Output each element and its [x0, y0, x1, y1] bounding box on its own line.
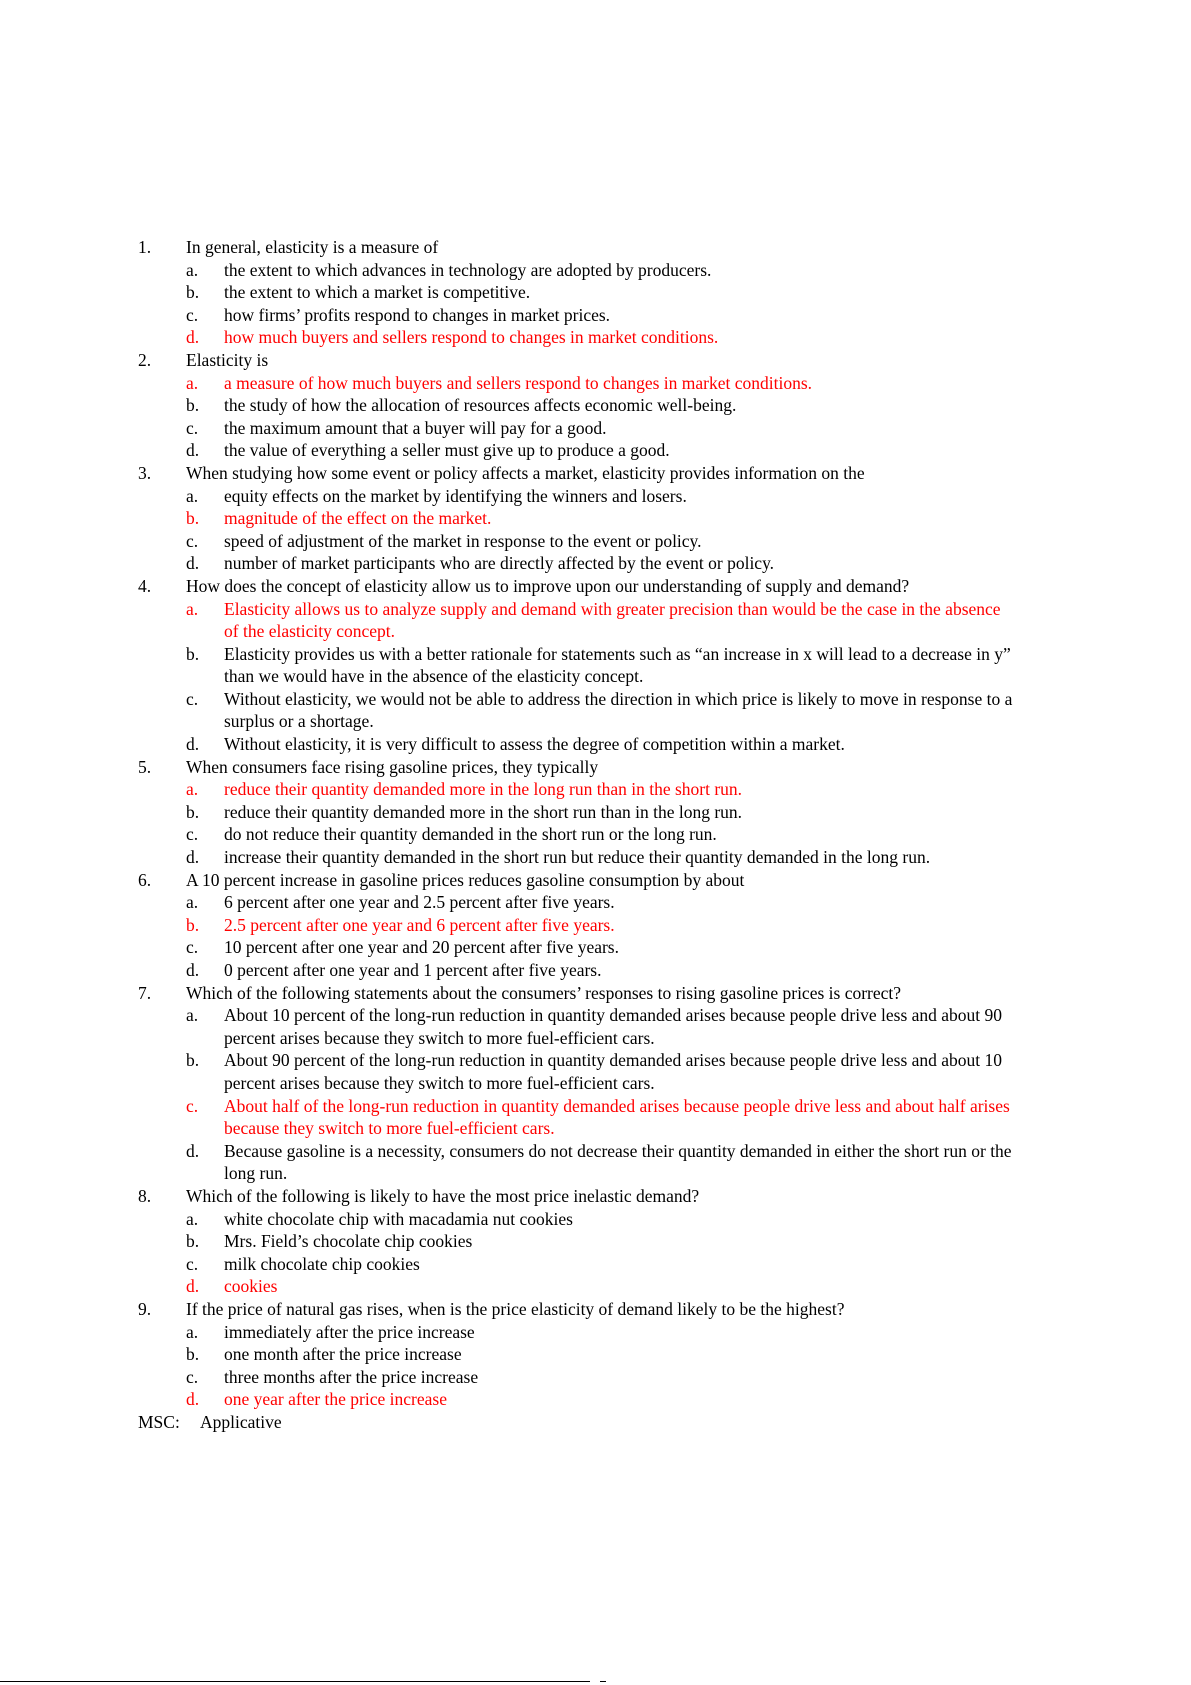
option-text: the maximum amount that a buyer will pay for a good.: [224, 417, 607, 438]
option-letter: c.: [186, 530, 199, 551]
correct-answer-option: [186, 914, 1018, 937]
question-list: [138, 236, 1018, 1433]
correct-answer-option: [186, 598, 1018, 643]
question-4: [138, 575, 1018, 756]
answer-option: [186, 552, 1018, 575]
question-6: [138, 869, 1018, 982]
footer-rule: [0, 1681, 590, 1682]
option-text: how firms’ profits respond to changes in market prices.: [224, 304, 611, 325]
option-letter: d.: [186, 847, 200, 868]
question-stem: [138, 982, 1018, 1005]
option-letter: c.: [186, 824, 199, 845]
option-text: 2.5 percent after one year and 6 percent after five years.: [224, 914, 615, 935]
answer-option: [186, 1343, 1018, 1366]
option-text: reduce their quantity demanded more in the long run than in the short run.: [224, 779, 743, 800]
answer-option: [186, 1049, 1018, 1094]
option-letter: d.: [186, 1389, 200, 1410]
correct-answer-option: [186, 326, 1018, 349]
option-text: About 90 percent of the long-run reduction in quantity demanded arises because people drive less and about 10 percent arises because they switch to more fuel-efficient cars.: [224, 1050, 1003, 1093]
correct-answer-option: [186, 1275, 1018, 1298]
option-text: Elasticity allows us to analyze supply and demand with greater precision than would be the case in the absence of the elasticity concept.: [224, 598, 1001, 642]
option-letter: b.: [186, 914, 200, 935]
option-text: one month after the price increase: [224, 1344, 462, 1365]
option-letter: b.: [186, 508, 200, 529]
option-text: the study of how the allocation of resources affects economic well-being.: [224, 395, 737, 416]
option-text: 10 percent after one year and 20 percent after five years.: [224, 937, 619, 958]
question-number: 7.: [138, 982, 152, 1003]
question-stem: [138, 575, 1018, 598]
question-text: When consumers face rising gasoline prices, they typically: [186, 756, 599, 777]
question-9: [138, 1298, 1018, 1411]
correct-answer-option: [186, 372, 1018, 395]
option-text: three months after the price increase: [224, 1366, 479, 1387]
answer-option: [186, 1230, 1018, 1253]
question-stem: [138, 236, 1018, 259]
option-letter: b.: [186, 282, 200, 303]
option-letter: b.: [186, 801, 200, 822]
question-number: 8.: [138, 1185, 152, 1206]
answer-option: [186, 259, 1018, 282]
option-letter: b.: [186, 395, 200, 416]
msc-value: Applicative: [200, 1411, 282, 1432]
answer-option: [186, 936, 1018, 959]
option-text: Without elasticity, we would not be able to address the direction in which price is likely to move in response to a surplus or a shortage.: [224, 688, 1013, 732]
option-text: cookies: [224, 1276, 278, 1297]
answer-options: [138, 372, 1018, 462]
answer-options: [138, 891, 1018, 981]
answer-option: [186, 846, 1018, 869]
option-letter: b.: [186, 1231, 200, 1252]
answer-options: [138, 485, 1018, 575]
correct-answer-option: [186, 778, 1018, 801]
option-letter: a.: [186, 1321, 199, 1342]
option-letter: c.: [186, 1366, 199, 1387]
answer-option: [186, 801, 1018, 824]
msc-line: [138, 1411, 1018, 1434]
answer-options: [138, 1321, 1018, 1411]
option-letter: d.: [186, 960, 200, 980]
option-text: the value of everything a seller must give up to produce a good.: [224, 440, 670, 461]
option-text: number of market participants who are directly affected by the event or policy.: [224, 553, 775, 574]
answer-option: [186, 281, 1018, 304]
answer-option: [186, 394, 1018, 417]
question-text: Which of the following statements about the consumers’ responses to rising gasoline prices is correct?: [186, 982, 902, 1003]
question-stem: [138, 349, 1018, 372]
option-letter: d.: [186, 1140, 200, 1161]
option-text: milk chocolate chip cookies: [224, 1253, 420, 1274]
question-number: 5.: [138, 756, 152, 777]
answer-option: [186, 417, 1018, 440]
question-text: Elasticity is: [186, 349, 269, 370]
option-letter: a.: [186, 259, 199, 280]
option-text: About 10 percent of the long-run reduction in quantity demanded arises because people drive less and about 90 percent arises because they switch to more fuel-efficient cars.: [224, 1005, 1003, 1048]
question-number: 4.: [138, 575, 152, 596]
option-letter: a.: [186, 372, 199, 393]
option-text: 6 percent after one year and 2.5 percent after five years.: [224, 892, 615, 913]
answer-option: [186, 1208, 1018, 1231]
option-letter: d.: [186, 327, 200, 348]
answer-option: [186, 1366, 1018, 1389]
answer-option: [186, 1004, 1018, 1049]
option-letter: b.: [186, 643, 200, 664]
option-text: speed of adjustment of the market in response to the event or policy.: [224, 530, 702, 551]
option-text: 0 percent after one year and 1 percent after five years.: [224, 960, 602, 980]
option-letter: c.: [186, 688, 199, 709]
option-text: the extent to which a market is competitive.: [224, 282, 531, 303]
answer-options: [138, 778, 1018, 868]
option-letter: d.: [186, 553, 200, 574]
question-number: 3.: [138, 462, 152, 483]
option-letter: d.: [186, 440, 200, 461]
option-text: how much buyers and sellers respond to changes in market conditions.: [224, 327, 719, 348]
answer-option: [186, 530, 1018, 553]
question-text: Which of the following is likely to have the most price inelastic demand?: [186, 1185, 700, 1206]
question-2: [138, 349, 1018, 462]
answer-option: [186, 485, 1018, 508]
option-text: a measure of how much buyers and sellers respond to changes in market conditions.: [224, 372, 813, 393]
correct-answer-option: [186, 1095, 1018, 1140]
correct-answer-option: [186, 1388, 1018, 1411]
option-text: Without elasticity, it is very difficult to assess the degree of competition within a market.: [224, 734, 845, 755]
option-letter: c.: [186, 1253, 199, 1274]
question-text: A 10 percent increase in gasoline prices reduces gasoline consumption by about: [186, 869, 745, 890]
footer-dash: [600, 1681, 606, 1682]
answer-option: [186, 439, 1018, 462]
option-letter: a.: [186, 485, 199, 506]
question-8: [138, 1185, 1018, 1298]
answer-option: [186, 891, 1018, 914]
answer-options: [138, 1208, 1018, 1298]
answer-option: [186, 959, 1018, 982]
option-text: the extent to which advances in technology are adopted by producers.: [224, 259, 712, 280]
questions-container: [138, 236, 1018, 1411]
question-1: [138, 236, 1018, 349]
question-stem: [138, 1185, 1018, 1208]
option-text: About half of the long-run reduction in quantity demanded arises because people drive less and about half arises because they switch to more fuel-efficient cars.: [224, 1095, 1010, 1139]
option-letter: a.: [186, 1208, 199, 1229]
answer-options: [138, 259, 1018, 349]
option-letter: d.: [186, 1276, 200, 1297]
question-number: 1.: [138, 237, 152, 257]
option-letter: a.: [186, 779, 199, 800]
option-text: do not reduce their quantity demanded in the short run or the long run.: [224, 824, 717, 845]
answer-option: [186, 1321, 1018, 1344]
question-number: 2.: [138, 349, 152, 370]
answer-option: [186, 688, 1018, 733]
question-3: [138, 462, 1018, 575]
question-stem: [138, 756, 1018, 779]
option-letter: b.: [186, 1344, 200, 1365]
question-text: How does the concept of elasticity allow us to improve upon our understanding of supply and demand?: [186, 575, 910, 596]
correct-answer-option: [186, 507, 1018, 530]
option-letter: a.: [186, 892, 199, 913]
msc-label: MSC:: [138, 1411, 180, 1432]
option-text: white chocolate chip with macadamia nut cookies: [224, 1208, 573, 1229]
question-stem: [138, 869, 1018, 892]
answer-option: [186, 1253, 1018, 1276]
question-text: In general, elasticity is a measure of: [186, 237, 439, 257]
answer-option: [186, 733, 1018, 756]
option-text: Because gasoline is a necessity, consumers do not decrease their quantity demanded in either the short run or the long run.: [224, 1140, 1012, 1184]
option-text: equity effects on the market by identifying the winners and losers.: [224, 485, 687, 506]
question-5: [138, 756, 1018, 869]
question-stem: [138, 462, 1018, 485]
question-number: 9.: [138, 1298, 152, 1319]
answer-option: [186, 304, 1018, 327]
answer-options: [138, 598, 1018, 756]
option-text: magnitude of the effect on the market.: [224, 508, 492, 529]
option-text: Elasticity provides us with a better rationale for statements such as “an increase in x will lead to a decrease in y” than we would have in the absence of the elasticity concept.: [224, 643, 1011, 687]
option-text: Mrs. Field’s chocolate chip cookies: [224, 1231, 473, 1252]
option-text: reduce their quantity demanded more in the short run than in the long run.: [224, 801, 743, 822]
question-7: [138, 982, 1018, 1185]
option-letter: c.: [186, 1095, 199, 1116]
option-letter: c.: [186, 304, 199, 325]
option-letter: b.: [186, 1050, 200, 1071]
option-letter: c.: [186, 417, 199, 438]
question-number: 6.: [138, 869, 152, 890]
option-letter: c.: [186, 937, 199, 958]
option-letter: a.: [186, 1005, 199, 1026]
answer-options: [138, 1004, 1018, 1185]
question-stem: [138, 1298, 1018, 1321]
question-text: If the price of natural gas rises, when is the price elasticity of demand likely to be the highest?: [186, 1298, 845, 1319]
option-letter: d.: [186, 734, 200, 755]
answer-option: [186, 1140, 1018, 1185]
answer-option: [186, 823, 1018, 846]
answer-option: [186, 643, 1018, 688]
question-text: When studying how some event or policy affects a market, elasticity provides information on the: [186, 462, 865, 483]
option-text: immediately after the price increase: [224, 1321, 475, 1342]
option-letter: a.: [186, 598, 199, 619]
option-text: increase their quantity demanded in the short run but reduce their quantity demanded in the long run.: [224, 847, 931, 868]
option-text: one year after the price increase: [224, 1389, 447, 1410]
